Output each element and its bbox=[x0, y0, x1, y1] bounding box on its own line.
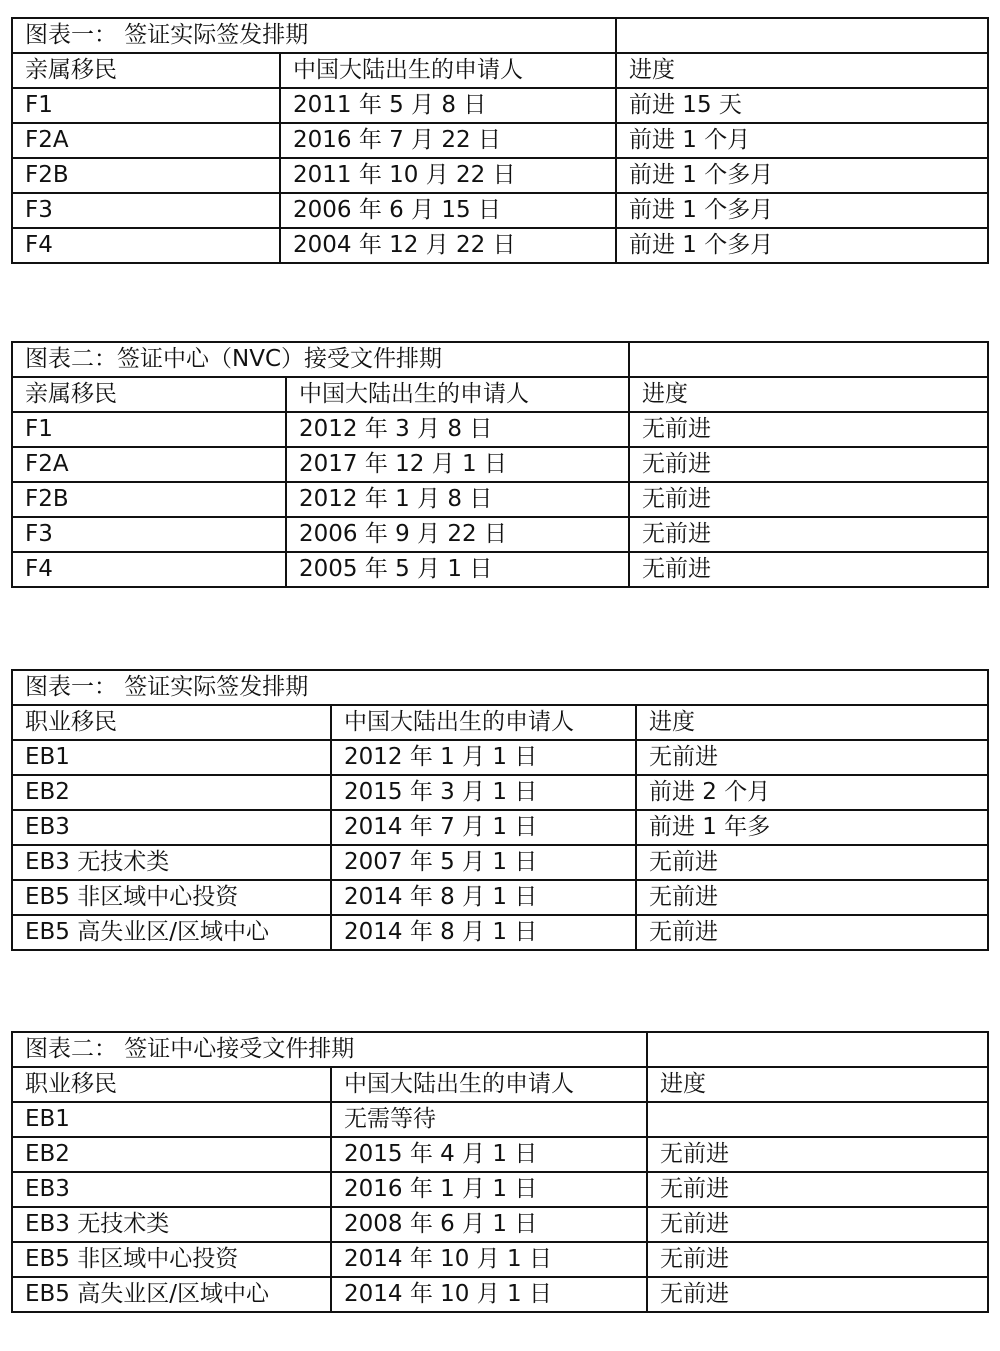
date-cell: 2011 年 5 月 8 日 bbox=[280, 88, 616, 123]
table-title: 图表一： 签证实际签发排期 bbox=[12, 18, 616, 53]
table-row bbox=[12, 1137, 988, 1172]
table-row bbox=[12, 88, 988, 123]
category-cell: EB3 无技术类 bbox=[12, 845, 331, 880]
date-cell: 2017 年 12 月 1 日 bbox=[286, 447, 629, 482]
date-cell: 2012 年 1 月 8 日 bbox=[286, 482, 629, 517]
table-header-row bbox=[12, 377, 988, 412]
date-cell: 2014 年 10 月 1 日 bbox=[331, 1277, 647, 1312]
table-row bbox=[12, 1207, 988, 1242]
progress-cell: 无前进 bbox=[647, 1172, 988, 1207]
progress-cell: 无前进 bbox=[629, 412, 988, 447]
table-title-blank-cell bbox=[629, 342, 988, 377]
category-cell: EB1 bbox=[12, 1102, 331, 1137]
table-row bbox=[12, 1277, 988, 1312]
category-cell: F3 bbox=[12, 193, 280, 228]
progress-cell: 前进 2 个月 bbox=[636, 775, 988, 810]
category-cell: F4 bbox=[12, 228, 280, 263]
table-row bbox=[12, 810, 988, 845]
date-cell: 2012 年 1 月 1 日 bbox=[331, 740, 636, 775]
progress-cell: 前进 1 个月 bbox=[616, 123, 988, 158]
column-header-progress: 进度 bbox=[647, 1067, 988, 1102]
table-row bbox=[12, 1242, 988, 1277]
progress-cell: 无前进 bbox=[629, 482, 988, 517]
progress-cell: 无前进 bbox=[629, 447, 988, 482]
category-cell: EB2 bbox=[12, 775, 331, 810]
progress-cell: 无前进 bbox=[647, 1137, 988, 1172]
table-title-row bbox=[12, 1032, 988, 1067]
table-title-row bbox=[12, 342, 988, 377]
progress-cell: 无前进 bbox=[647, 1277, 988, 1312]
date-cell: 2011 年 10 月 22 日 bbox=[280, 158, 616, 193]
table-title: 图表二：签证中心（NVC）接受文件排期 bbox=[12, 342, 629, 377]
progress-cell: 前进 1 年多 bbox=[636, 810, 988, 845]
progress-cell: 无前进 bbox=[629, 552, 988, 587]
column-header-category: 职业移民 bbox=[12, 1067, 331, 1102]
column-header-category: 职业移民 bbox=[12, 705, 331, 740]
category-cell: F2A bbox=[12, 123, 280, 158]
column-header-progress: 进度 bbox=[629, 377, 988, 412]
table-title-blank-cell bbox=[647, 1032, 988, 1067]
table-row bbox=[12, 412, 988, 447]
table-header-row bbox=[12, 53, 988, 88]
progress-cell: 前进 1 个多月 bbox=[616, 228, 988, 263]
progress-cell: 前进 1 个多月 bbox=[616, 193, 988, 228]
progress-cell: 无前进 bbox=[647, 1242, 988, 1277]
table-row bbox=[12, 775, 988, 810]
column-header-applicant: 中国大陆出生的申请人 bbox=[331, 705, 636, 740]
table-row bbox=[12, 482, 988, 517]
progress-cell: 无前进 bbox=[636, 915, 988, 950]
date-cell: 无需等待 bbox=[331, 1102, 647, 1137]
column-header-progress: 进度 bbox=[616, 53, 988, 88]
table-title-row bbox=[12, 18, 988, 53]
category-cell: EB5 非区域中心投资 bbox=[12, 1242, 331, 1277]
date-cell: 2007 年 5 月 1 日 bbox=[331, 845, 636, 880]
category-cell: F3 bbox=[12, 517, 286, 552]
category-cell: EB2 bbox=[12, 1137, 331, 1172]
category-cell: F1 bbox=[12, 412, 286, 447]
family-final-action-table bbox=[11, 17, 989, 264]
progress-cell: 前进 15 天 bbox=[616, 88, 988, 123]
progress-cell: 前进 1 个多月 bbox=[616, 158, 988, 193]
category-cell: EB3 bbox=[12, 1172, 331, 1207]
table-row bbox=[12, 228, 988, 263]
date-cell: 2014 年 8 月 1 日 bbox=[331, 880, 636, 915]
category-cell: F2B bbox=[12, 158, 280, 193]
table-title: 图表二： 签证中心接受文件排期 bbox=[12, 1032, 647, 1067]
category-cell: EB3 无技术类 bbox=[12, 1207, 331, 1242]
category-cell: EB3 bbox=[12, 810, 331, 845]
date-cell: 2015 年 4 月 1 日 bbox=[331, 1137, 647, 1172]
column-header-progress: 进度 bbox=[636, 705, 988, 740]
table-title-row bbox=[12, 670, 988, 705]
category-cell: EB5 高失业区/区域中心 bbox=[12, 915, 331, 950]
progress-cell: 无前进 bbox=[636, 740, 988, 775]
table-row bbox=[12, 517, 988, 552]
table-row bbox=[12, 193, 988, 228]
category-cell: F2B bbox=[12, 482, 286, 517]
table-row bbox=[12, 552, 988, 587]
date-cell: 2006 年 9 月 22 日 bbox=[286, 517, 629, 552]
progress-cell: 无前进 bbox=[629, 517, 988, 552]
table-row bbox=[12, 845, 988, 880]
category-cell: EB5 非区域中心投资 bbox=[12, 880, 331, 915]
column-header-category: 亲属移民 bbox=[12, 377, 286, 412]
progress-cell: 无前进 bbox=[636, 845, 988, 880]
table-row bbox=[12, 880, 988, 915]
table-header-row bbox=[12, 1067, 988, 1102]
table-header-row bbox=[12, 705, 988, 740]
table-title: 图表一： 签证实际签发排期 bbox=[12, 670, 988, 705]
date-cell: 2016 年 1 月 1 日 bbox=[331, 1172, 647, 1207]
date-cell: 2014 年 10 月 1 日 bbox=[331, 1242, 647, 1277]
category-cell: EB5 高失业区/区域中心 bbox=[12, 1277, 331, 1312]
table-row bbox=[12, 158, 988, 193]
date-cell: 2008 年 6 月 1 日 bbox=[331, 1207, 647, 1242]
date-cell: 2015 年 3 月 1 日 bbox=[331, 775, 636, 810]
date-cell: 2005 年 5 月 1 日 bbox=[286, 552, 629, 587]
date-cell: 2004 年 12 月 22 日 bbox=[280, 228, 616, 263]
category-cell: F4 bbox=[12, 552, 286, 587]
progress-cell bbox=[647, 1102, 988, 1137]
employment-dates-for-filing-table bbox=[11, 1031, 989, 1313]
category-cell: F2A bbox=[12, 447, 286, 482]
date-cell: 2006 年 6 月 15 日 bbox=[280, 193, 616, 228]
column-header-applicant: 中国大陆出生的申请人 bbox=[280, 53, 616, 88]
table-row bbox=[12, 1102, 988, 1137]
column-header-category: 亲属移民 bbox=[12, 53, 280, 88]
table-title-blank-cell bbox=[616, 18, 988, 53]
progress-cell: 无前进 bbox=[647, 1207, 988, 1242]
table-row bbox=[12, 123, 988, 158]
category-cell: F1 bbox=[12, 88, 280, 123]
table-row bbox=[12, 447, 988, 482]
table-row bbox=[12, 1172, 988, 1207]
table-row bbox=[12, 915, 988, 950]
category-cell: EB1 bbox=[12, 740, 331, 775]
date-cell: 2016 年 7 月 22 日 bbox=[280, 123, 616, 158]
date-cell: 2012 年 3 月 8 日 bbox=[286, 412, 629, 447]
column-header-applicant: 中国大陆出生的申请人 bbox=[286, 377, 629, 412]
progress-cell: 无前进 bbox=[636, 880, 988, 915]
date-cell: 2014 年 8 月 1 日 bbox=[331, 915, 636, 950]
family-dates-for-filing-table bbox=[11, 341, 989, 588]
date-cell: 2014 年 7 月 1 日 bbox=[331, 810, 636, 845]
table-row bbox=[12, 740, 988, 775]
column-header-applicant: 中国大陆出生的申请人 bbox=[331, 1067, 647, 1102]
employment-final-action-table bbox=[11, 669, 989, 951]
